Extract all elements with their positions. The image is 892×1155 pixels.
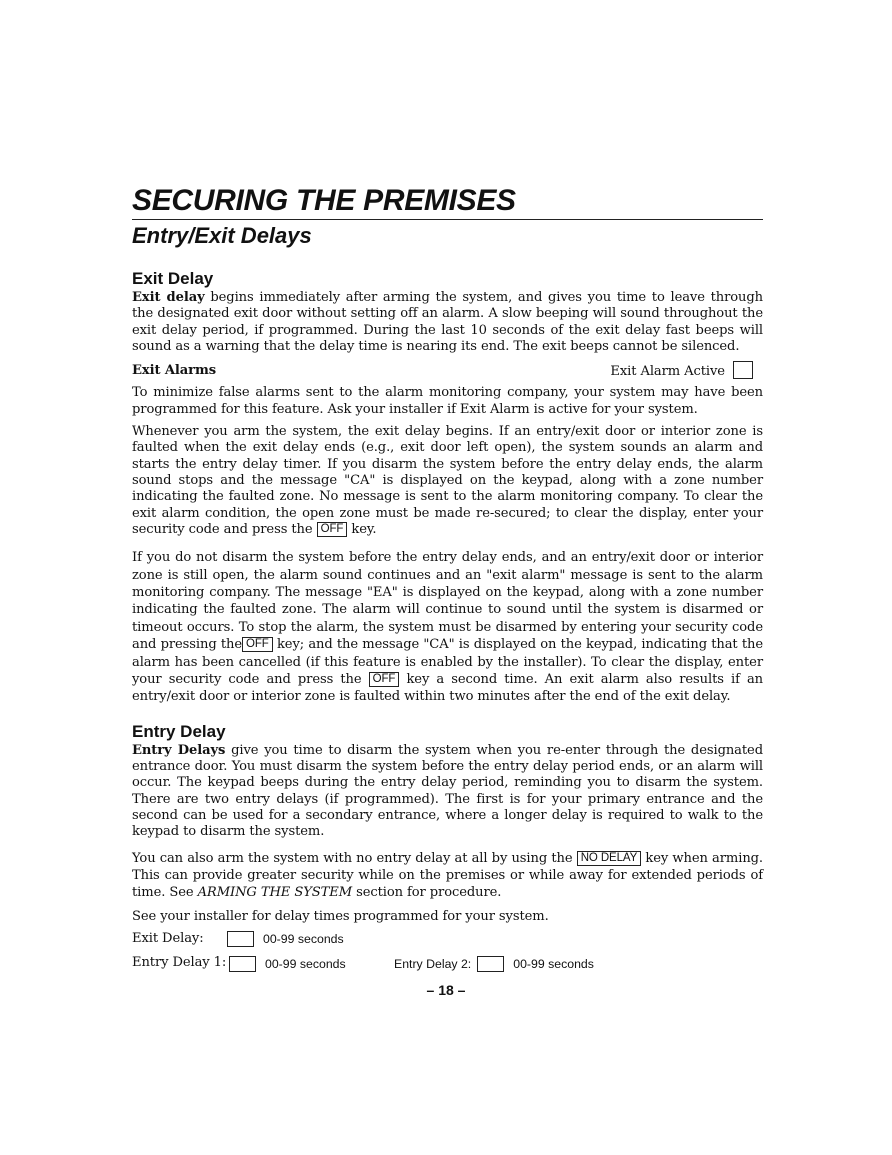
exit-alarms-p3-text-b: key; and the message "CA" is displayed on the keypad, indicating that the alarm has been cancelled (if this feature is enabled by the installer). To clear the display, enter your security code and press the	[132, 637, 763, 687]
exit-alarm-active-checkbox[interactable]	[733, 361, 753, 379]
off-key-box: OFF	[369, 672, 400, 687]
off-key-box: OFF	[242, 637, 273, 652]
entry-delay-field-row	[132, 955, 763, 971]
page-subtitle: Entry/Exit Delays	[132, 223, 312, 248]
entry-delay-2-input-box[interactable]	[477, 956, 504, 972]
exit-alarms-p2-text-a: Whenever you arm the system, the exit delay begins. If an entry/exit door or interior zone is faulted when the exit delay ends (e.g., exit door left open), the system sounds an alarm and starts the entry delay timer. If you disarm the system before the entry delay ends, the alarm sound stops and the message "CA" is displayed on the keypad, along with a zone number indicating the faulted zone. No message is sent to the alarm monitoring company. To clear the exit alarm condition, the open zone must be made re-secured; to clear the display, enter your security code and press the	[132, 424, 763, 537]
page-content	[132, 184, 763, 972]
arming-the-system-reference: ARMING THE SYSTEM	[197, 885, 353, 901]
entry-delay-paragraph-2	[132, 850, 763, 902]
exit-alarms-paragraph-3	[132, 549, 763, 706]
exit-alarms-p3-text-c: key a second time. An exit alarm also results if an entry/exit door or interior zone is faulted within two minutes after the end of the exit delay.	[132, 672, 763, 705]
exit-delay-range: 00-99 seconds	[263, 932, 344, 947]
exit-delay-input-box[interactable]	[227, 931, 254, 947]
exit-alarms-header-row	[132, 361, 763, 380]
entry-delay-p2-text-a: You can also arm the system with no entry delay at all by using the	[132, 850, 577, 866]
exit-delay-paragraph	[132, 290, 763, 355]
exit-delay-heading: Exit Delay	[132, 269, 214, 288]
exit-alarms-heading: Exit Alarms	[132, 362, 217, 378]
entry-delay-p2-text-c: section for procedure.	[352, 885, 502, 901]
entry-delay-lead: Entry Delays	[132, 742, 226, 758]
exit-delay-field-label: Exit Delay:	[132, 931, 204, 947]
exit-alarms-paragraph-1: To minimize false alarms sent to the alarm monitoring company, your system may have been programmed for this feature. Ask your installer if Exit Alarm is active for your system.	[132, 385, 763, 417]
exit-alarms-p3-text-a: If you do not disarm the system before the entry delay ends, and an entry/exit door or interior zone is still open, the alarm sound continues and an "exit alarm" message is sent to the alarm monitoring company. The message "EA" is displayed on the keypad, along with a zone number indicating the faulted zone. The alarm will continue to sound until the system is disarmed or timeout occurs. To stop the alarm, the system must be disarmed by entering your security code and pressing the	[132, 550, 763, 653]
entry-delay-1-input-box[interactable]	[229, 956, 256, 972]
page-title: SECURING THE PREMISES	[132, 184, 763, 220]
entry-delay-2-field-label: Entry Delay 2:	[394, 956, 472, 971]
entry-delay-heading: Entry Delay	[132, 721, 226, 741]
exit-alarms-paragraph-2	[132, 424, 763, 538]
exit-alarm-active-field	[610, 361, 753, 380]
exit-alarm-active-label: Exit Alarm Active	[610, 364, 725, 380]
entry-delay-text: give you time to disarm the system when you re-enter through the designated entrance door. You must disarm the system before the entry delay period ends, or an alarm will occur. The keypad beeps during the entry delay period, reminding you to disarm the system. There are two entry delays (if programmed). The first is for your primary entrance and the second can be used for a secondary entrance, where a longer delay is required to walk to the keypad to disarm the system.	[132, 742, 763, 840]
entry-delay-paragraph-3: See your installer for delay times programmed for your system.	[132, 908, 549, 924]
entry-delay-1-field-label: Entry Delay 1:	[132, 955, 227, 971]
no-delay-key-box: NO DELAY	[577, 851, 642, 866]
exit-delay-lead: Exit delay	[132, 290, 205, 305]
entry-delay-2-range: 00-99 seconds	[513, 956, 594, 971]
entry-delay-paragraph-1	[132, 743, 763, 841]
off-key-box: OFF	[317, 522, 348, 537]
page-number: – 18 –	[426, 982, 466, 998]
exit-delay-text: begins immediately after arming the system, and gives you time to leave through the designated exit door without setting off an alarm. A slow beeping will sound throughout the exit delay period, if programmed. During the last 10 seconds of the exit delay fast beeps will sound as a warning that the delay time is nearing its end. The exit beeps cannot be silenced.	[132, 290, 763, 354]
entry-delay-1-range: 00-99 seconds	[265, 956, 346, 971]
entry-delay-p2-text-b: key when arming. This can provide greater security while on the premises or while away for extended periods of time. See	[132, 850, 763, 901]
exit-delay-field-row	[132, 931, 763, 947]
exit-alarms-p2-text-b: key.	[347, 521, 377, 537]
